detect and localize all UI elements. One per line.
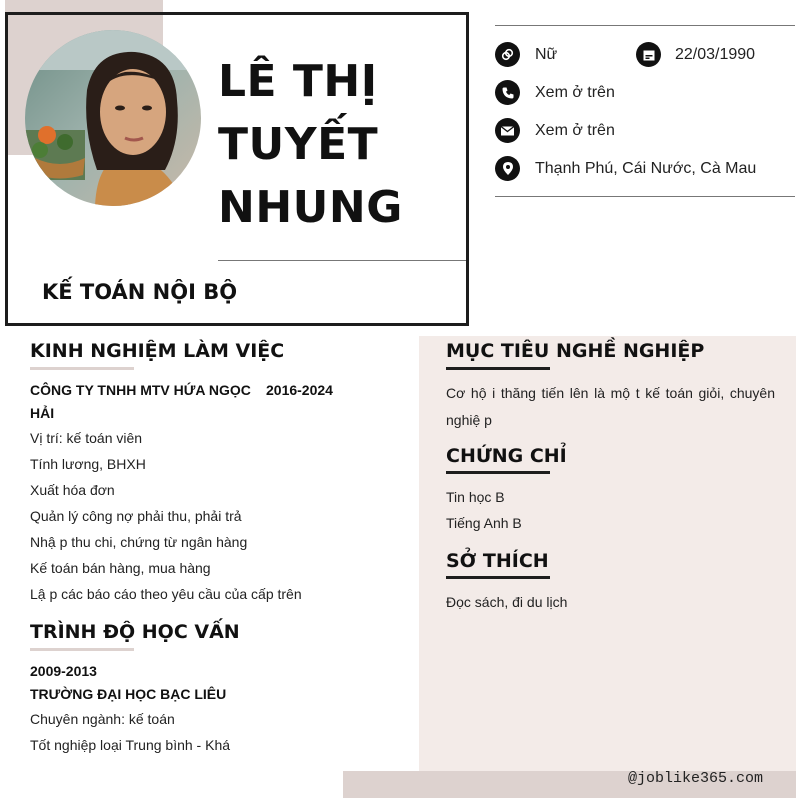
- profile-photo: [25, 30, 201, 206]
- experience-underline: [30, 367, 134, 370]
- experience-item: Lậ p các báo cáo theo yêu cầu của cấp trên: [30, 586, 302, 602]
- phone-icon: [495, 80, 520, 105]
- hobbies-heading: SỞ THÍCH: [446, 550, 549, 572]
- name-line: LÊ THỊ: [218, 56, 378, 107]
- education-heading: TRÌNH ĐỘ HỌC VẤN: [30, 621, 240, 643]
- experience-item: Quản lý công nợ phải thu, phải trả: [30, 508, 242, 524]
- certificate-item: Tiếng Anh B: [446, 515, 522, 531]
- name-line: TUYẾT: [218, 119, 379, 170]
- company-name: CÔNG TY TNHH MTV HỨA NGỌC: [30, 382, 251, 398]
- watermark: @joblike365.com: [628, 770, 764, 787]
- gender-icon: [495, 42, 520, 67]
- hobbies-underline: [446, 576, 550, 579]
- name-divider: [218, 260, 466, 261]
- job-title: KẾ TOÁN NỘI BỘ: [42, 280, 238, 304]
- calendar-icon: [636, 42, 661, 67]
- school-name: TRƯỜNG ĐẠI HỌC BẠC LIÊU: [30, 686, 227, 702]
- birthdate-value: 22/03/1990: [675, 46, 756, 63]
- education-major: Chuyên ngành: kế toán: [30, 711, 175, 727]
- education-period: 2009-2013: [30, 663, 97, 679]
- contact-top-divider: [495, 25, 795, 26]
- experience-period: 2016-2024: [266, 382, 333, 398]
- experience-item: Tính lương, BHXH: [30, 456, 146, 472]
- experience-item: Xuất hóa đơn: [30, 482, 115, 498]
- experience-item: Nhậ p thu chi, chứng từ ngân hàng: [30, 534, 248, 550]
- name-line: NHUNG: [218, 182, 403, 233]
- objective-heading: MỤC TIÊU NGHỀ NGHIỆP: [446, 340, 705, 362]
- experience-heading: KINH NGHIỆM LÀM VIỆC: [30, 340, 285, 362]
- company-name-cont: HẢI: [30, 405, 55, 421]
- phone-value: Xem ở trên: [535, 84, 615, 101]
- education-grade: Tốt nghiệp loại Trung bình - Khá: [30, 737, 231, 753]
- location-icon: [495, 156, 520, 181]
- experience-item: Kế toán bán hàng, mua hàng: [30, 560, 211, 576]
- objective-text: Cơ hộ i thăng tiến lên là mộ t kế toán giỏi, chuyên nghiệ p: [446, 385, 775, 428]
- objective-underline: [446, 367, 550, 370]
- gender-value: Nữ: [535, 46, 558, 63]
- hobbies-text: Đọc sách, đi du lịch: [446, 594, 568, 610]
- education-underline: [30, 648, 134, 651]
- experience-item: Vị trí: kế toán viên: [30, 430, 143, 446]
- email-icon: [495, 118, 520, 143]
- email-value: Xem ở trên: [535, 122, 615, 139]
- contact-bottom-divider: [495, 196, 795, 197]
- certificate-item: Tin học B: [446, 489, 505, 505]
- certificates-underline: [446, 471, 550, 474]
- certificates-heading: CHỨNG CHỈ: [446, 445, 567, 467]
- candidate-name: [218, 50, 403, 239]
- address-value: Thạnh Phú, Cái Nước, Cà Mau: [535, 160, 757, 177]
